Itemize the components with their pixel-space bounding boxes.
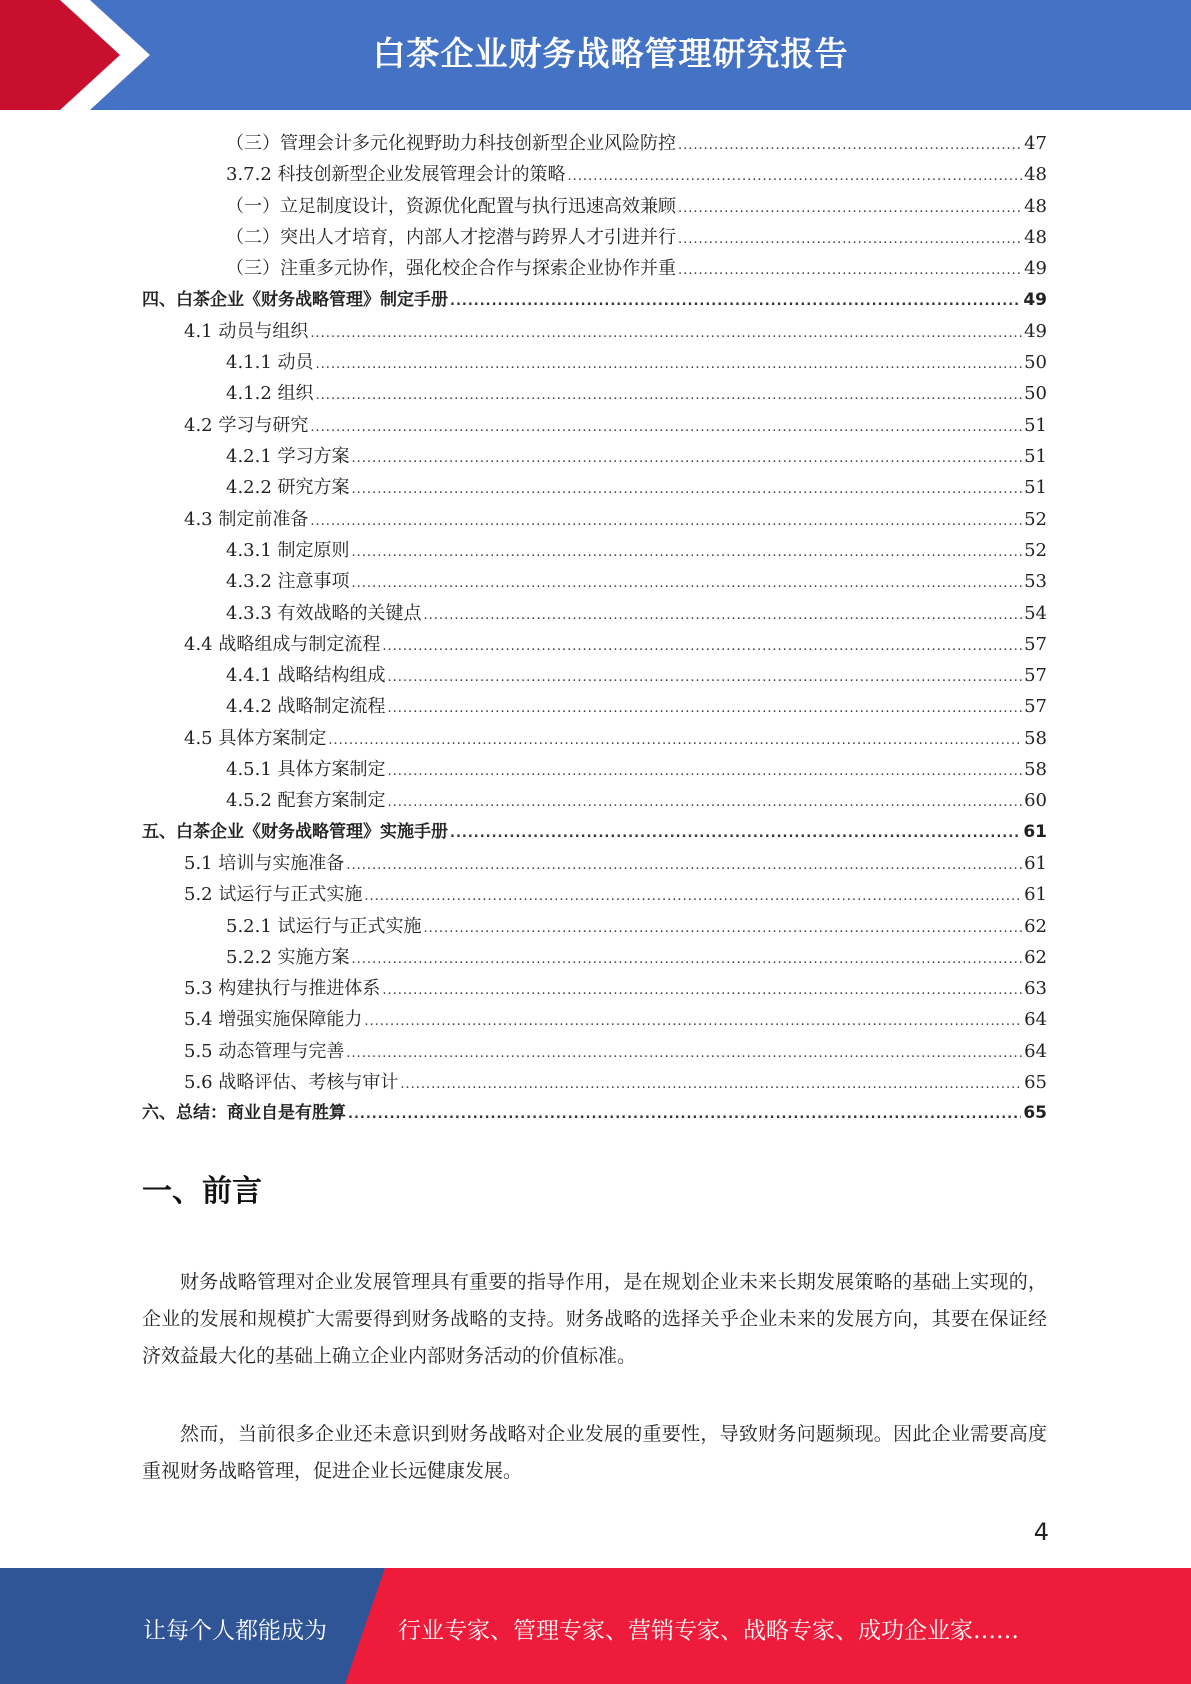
toc-entry-label: （三）注重多元协作，强化校企合作与探索企业协作并重 bbox=[226, 258, 676, 280]
toc-leader-dots bbox=[352, 537, 1023, 568]
toc-entry-page: 54 bbox=[1024, 602, 1047, 624]
toc-entry[interactable] bbox=[184, 629, 1047, 660]
toc-entry-label: 4.5.1 具体方案制定 bbox=[226, 759, 386, 780]
toc-entry-label: （三）管理会计多元化视野助力科技创新型企业风险防控 bbox=[226, 133, 676, 154]
toc-entry-page: 61 bbox=[1024, 852, 1047, 874]
toc-entry-page: 51 bbox=[1024, 477, 1047, 499]
toc-entry[interactable] bbox=[184, 316, 1047, 347]
toc-entry-page: 47 bbox=[1024, 133, 1047, 154]
toc-leader-dots bbox=[310, 506, 1022, 537]
toc-entry-page: 48 bbox=[1024, 164, 1047, 186]
toc-entry-page: 57 bbox=[1024, 696, 1047, 718]
toc-entry-label: 3.7.2 科技创新型企业发展管理会计的策略 bbox=[226, 164, 566, 186]
section-heading: 一、前言 bbox=[142, 1174, 262, 1209]
toc-entry[interactable] bbox=[226, 347, 1047, 378]
page-number: 4 bbox=[1033, 1518, 1049, 1546]
toc-leader-dots bbox=[352, 568, 1023, 599]
toc-leader-dots bbox=[382, 631, 1022, 662]
toc-leader-dots bbox=[450, 818, 1021, 849]
toc-entry[interactable] bbox=[184, 973, 1047, 1004]
paragraph: 然而，当前很多企业还未意识到财务战略对企业发展的重要性，导致财务问题频现。因此企业需要高度重视财务战略管理，促进企业长远健康发展。 bbox=[142, 1423, 1047, 1482]
toc-leader-dots bbox=[310, 318, 1022, 349]
toc-leader-dots bbox=[346, 850, 1022, 881]
toc-entry[interactable] bbox=[226, 472, 1047, 503]
toc-entry[interactable] bbox=[142, 817, 1047, 848]
toc-entry[interactable] bbox=[226, 441, 1047, 472]
toc-entry[interactable] bbox=[226, 754, 1047, 785]
toc-entry[interactable] bbox=[226, 691, 1047, 722]
toc-leader-dots bbox=[346, 1038, 1022, 1069]
toc-entry-label: 4.2 学习与研究 bbox=[184, 414, 309, 436]
toc-leader-dots bbox=[388, 756, 1023, 787]
toc-entry-page: 58 bbox=[1024, 759, 1047, 780]
toc-entry-page: 48 bbox=[1024, 195, 1047, 217]
toc-entry[interactable] bbox=[226, 191, 1047, 222]
toc-entry-page: 61 bbox=[1023, 821, 1047, 842]
toc-leader-dots bbox=[400, 1069, 1022, 1100]
toc-leader-dots bbox=[568, 161, 1023, 192]
toc-leader-dots bbox=[328, 725, 1022, 756]
toc-leader-dots bbox=[364, 1006, 1022, 1037]
toc-entry-label: 4.4 战略组成与制定流程 bbox=[184, 633, 381, 655]
toc-entry-label: 4.2.1 学习方案 bbox=[226, 446, 350, 467]
paragraph: 财务战略管理对企业发展管理具有重要的指导作用，是在规划企业未来长期发展策略的基础上实现的，企业的发展和规模扩大需要得到财务战略的支持。财务战略的选择关乎企业未来的发展方向，其要在保证经济效益最大化的基础上确立企业内部财务活动的价值标准。 bbox=[142, 1271, 1047, 1367]
toc-entry-page: 65 bbox=[1024, 1072, 1047, 1093]
toc-entry[interactable] bbox=[184, 723, 1047, 754]
toc-entry-page: 50 bbox=[1024, 352, 1047, 374]
footer-slogan-right: 行业专家、管理专家、营销专家、战略专家、成功企业家…… bbox=[398, 1618, 1019, 1644]
toc-entry-label: 4.3.2 注意事项 bbox=[226, 571, 350, 593]
toc-entry-label: 四、白茶企业《财务战略管理》制定手册 bbox=[142, 289, 448, 310]
toc-entry[interactable] bbox=[226, 942, 1047, 973]
toc-entry[interactable] bbox=[226, 785, 1047, 816]
toc-entry-label: （二）突出人才培育，内部人才挖潜与跨界人才引进并行 bbox=[226, 226, 676, 248]
toc-leader-dots bbox=[388, 787, 1023, 818]
toc-entry-label: 4.1.2 组织 bbox=[226, 383, 314, 405]
toc-entry-label: （一）立足制度设计，资源优化配置与执行迅速高效兼顾 bbox=[226, 195, 676, 217]
toc-entry[interactable] bbox=[184, 1036, 1047, 1067]
toc-entry-label: 4.4.2 战略制定流程 bbox=[226, 696, 386, 718]
toc-entry-label: 5.3 构建执行与推进体系 bbox=[184, 978, 381, 1000]
toc-leader-dots bbox=[678, 193, 1022, 224]
toc-entry-page: 51 bbox=[1024, 414, 1047, 436]
toc-entry-label: 4.3.3 有效战略的关键点 bbox=[226, 602, 422, 624]
toc-entry-label: 4.1.1 动员 bbox=[226, 352, 314, 374]
toc-entry-page: 49 bbox=[1024, 258, 1047, 280]
toc-entry-label: 5.2.2 实施方案 bbox=[226, 946, 350, 968]
toc-entry[interactable] bbox=[184, 848, 1047, 879]
toc-leader-dots bbox=[450, 286, 1021, 317]
toc-leader-dots bbox=[678, 224, 1022, 255]
toc-entry-page: 53 bbox=[1024, 571, 1047, 593]
toc-entry[interactable] bbox=[184, 410, 1047, 441]
toc-entry[interactable] bbox=[226, 128, 1047, 159]
page-header bbox=[0, 0, 1191, 110]
toc-leader-dots bbox=[388, 662, 1023, 693]
toc-entry-label: 4.3 制定前准备 bbox=[184, 508, 309, 530]
toc-entry-page: 50 bbox=[1024, 383, 1047, 405]
toc-leader-dots bbox=[352, 474, 1023, 505]
toc-entry[interactable] bbox=[226, 598, 1047, 629]
toc-entry[interactable] bbox=[184, 1004, 1047, 1035]
toc-entry-page: 49 bbox=[1023, 289, 1047, 310]
toc-entry-page: 58 bbox=[1024, 727, 1047, 749]
footer-slogan-left: 让每个人都能成为 bbox=[143, 1618, 327, 1644]
toc-entry[interactable] bbox=[226, 378, 1047, 409]
toc-leader-dots bbox=[678, 255, 1022, 286]
toc-entry[interactable] bbox=[226, 159, 1047, 190]
toc-entry-label: 4.5.2 配套方案制定 bbox=[226, 790, 386, 812]
toc-leader-dots bbox=[382, 975, 1022, 1006]
toc-entry[interactable] bbox=[226, 566, 1047, 597]
toc-entry-label: 4.5 具体方案制定 bbox=[184, 727, 327, 749]
toc-entry[interactable] bbox=[226, 535, 1047, 566]
page-footer bbox=[0, 1568, 1191, 1684]
toc-entry[interactable] bbox=[184, 1067, 1047, 1098]
toc-leader-dots bbox=[348, 1099, 1021, 1130]
toc-entry-page: 57 bbox=[1024, 665, 1047, 687]
toc-entry-page: 51 bbox=[1024, 446, 1047, 467]
toc-entry[interactable] bbox=[226, 222, 1047, 253]
toc-leader-dots bbox=[364, 881, 1022, 912]
toc-leader-dots bbox=[388, 693, 1023, 724]
toc-leader-dots bbox=[424, 913, 1023, 944]
toc-entry-page: 52 bbox=[1024, 508, 1047, 530]
toc-entry-page: 49 bbox=[1024, 320, 1047, 342]
toc-entry[interactable] bbox=[184, 879, 1047, 910]
toc-entry-page: 63 bbox=[1024, 978, 1047, 1000]
toc-leader-dots bbox=[316, 380, 1023, 411]
toc-entry-page: 64 bbox=[1024, 1009, 1047, 1031]
toc-entry-page: 65 bbox=[1023, 1103, 1047, 1124]
toc-entry-label: 5.1 培训与实施准备 bbox=[184, 852, 345, 874]
toc-leader-dots bbox=[424, 600, 1023, 631]
toc-entry-page: 62 bbox=[1024, 946, 1047, 968]
toc-entry-label: 4.3.1 制定原则 bbox=[226, 539, 350, 561]
toc-entry-label: 5.2.1 试运行与正式实施 bbox=[226, 915, 422, 937]
toc-entry[interactable] bbox=[226, 253, 1047, 284]
document-title: 白茶企业财务战略管理研究报告 bbox=[372, 34, 849, 73]
toc-entry-label: 4.2.2 研究方案 bbox=[226, 477, 350, 499]
toc-entry-label: 六、总结：商业自是有胜算 bbox=[142, 1103, 346, 1124]
toc-leader-dots bbox=[352, 443, 1023, 474]
toc-entry[interactable] bbox=[184, 504, 1047, 535]
toc-leader-dots bbox=[678, 130, 1022, 161]
toc-leader-dots bbox=[352, 944, 1023, 975]
toc-entry[interactable] bbox=[226, 911, 1047, 942]
toc-entry-label: 4.4.1 战略结构组成 bbox=[226, 665, 386, 687]
toc-entry-page: 60 bbox=[1024, 790, 1047, 812]
toc-entry-page: 61 bbox=[1024, 884, 1047, 906]
toc-entry-page: 48 bbox=[1024, 226, 1047, 248]
toc-leader-dots bbox=[310, 412, 1022, 443]
toc-entry[interactable] bbox=[142, 285, 1047, 316]
toc-entry-label: 5.6 战略评估、考核与审计 bbox=[184, 1072, 399, 1093]
toc-entry-page: 62 bbox=[1024, 915, 1047, 937]
toc-entry-label: 5.5 动态管理与完善 bbox=[184, 1040, 345, 1062]
toc-entry[interactable] bbox=[142, 1098, 1047, 1129]
toc-entry-page: 57 bbox=[1024, 633, 1047, 655]
toc-entry-page: 52 bbox=[1024, 539, 1047, 561]
toc-entry-label: 4.1 动员与组织 bbox=[184, 320, 309, 342]
toc-entry-page: 64 bbox=[1024, 1040, 1047, 1062]
toc-entry[interactable] bbox=[226, 660, 1047, 691]
toc-leader-dots bbox=[316, 349, 1023, 380]
toc-entry-label: 5.4 增强实施保障能力 bbox=[184, 1009, 363, 1031]
toc-entry-label: 5.2 试运行与正式实施 bbox=[184, 884, 363, 906]
toc-entry-label: 五、白茶企业《财务战略管理》实施手册 bbox=[142, 821, 448, 842]
